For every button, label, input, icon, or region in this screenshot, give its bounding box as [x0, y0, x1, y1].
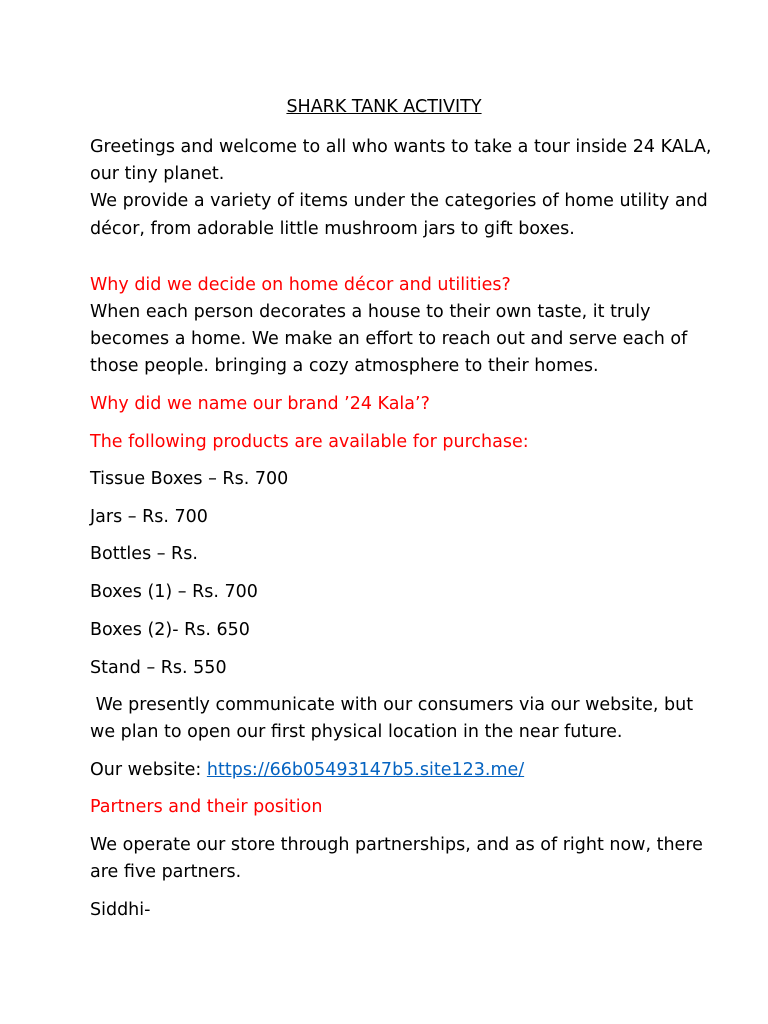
document-title: SHARK TANK ACTIVITY: [286, 97, 482, 117]
partners-line-2: are five partners.: [90, 862, 242, 882]
intro-line-4: décor, from adorable little mushroom jars to gift boxes.: [90, 219, 575, 239]
partners-line-1: We operate our store through partnerships, and as of right now, there: [90, 835, 703, 855]
website-line: [90, 756, 524, 784]
website-label: Our website:: [90, 760, 207, 780]
product-item: Stand – Rs. 550: [90, 658, 227, 678]
question-heading-decor: Why did we decide on home décor and utilities?: [90, 275, 511, 295]
communication-line-2: we plan to open our first physical location in the near future.: [90, 722, 623, 742]
partners-heading: Partners and their position: [90, 797, 323, 817]
question-heading-brand: Why did we name our brand ’24 Kala’?: [90, 394, 430, 414]
answer-line-1: When each person decorates a house to their own taste, it truly: [90, 302, 651, 322]
website-link[interactable]: https://66b05493147b5.site123.me/: [206, 760, 525, 780]
products-heading: The following products are available for purchase:: [90, 432, 529, 452]
answer-line-2: becomes a home. We make an effort to reach out and serve each of: [90, 329, 688, 349]
product-item: Jars – Rs. 700: [90, 507, 208, 527]
intro-line-3: We provide a variety of items under the categories of home utility and: [90, 191, 708, 211]
answer-line-3: those people. bringing a cozy atmosphere to their homes.: [90, 356, 599, 376]
product-item: Tissue Boxes – Rs. 700: [90, 469, 289, 489]
product-item: Boxes (1) – Rs. 700: [90, 582, 258, 602]
intro-line-2: our tiny planet.: [90, 164, 225, 184]
product-item: Boxes (2)- Rs. 650: [90, 620, 250, 640]
intro-line-1: Greetings and welcome to all who wants to take a tour inside 24 KALA,: [90, 137, 712, 157]
product-item: Bottles – Rs.: [90, 544, 198, 564]
partner-name: Siddhi-: [90, 900, 151, 920]
communication-line-1: We presently communicate with our consumers via our website, but: [90, 695, 694, 715]
